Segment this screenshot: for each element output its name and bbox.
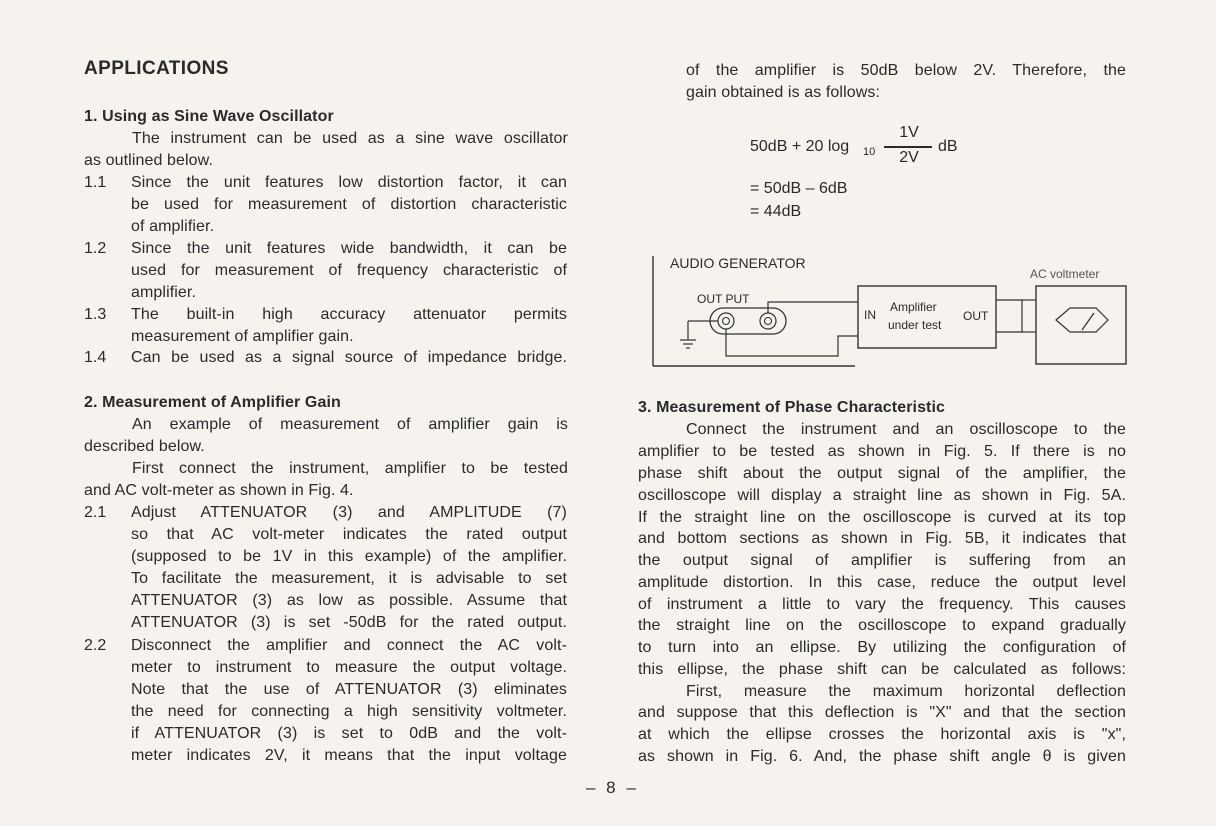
section-3-line: as shown in Fig. 6. And, the phase shift angle θ is given <box>638 748 1126 765</box>
section-2-intro-line: described below. <box>84 438 205 455</box>
item-line: ATTENUATOR (3) as low as possible. Assume that <box>131 592 567 609</box>
section-3-line: and suppose that this deflection is "X" and that the section <box>638 704 1126 721</box>
terminal-icon <box>760 313 776 329</box>
section-3-line: amplitude distortion. In this case, reduce the output level <box>638 574 1126 591</box>
item-line: Adjust ATTENUATOR (3) and AMPLITUDE (7) <box>131 504 567 521</box>
section-3-line: First, measure the maximum horizontal deflection <box>686 683 1126 700</box>
generator-label: AUDIO GENERATOR <box>670 255 806 271</box>
terminal-icon <box>718 313 734 329</box>
equation-log-base: 10 <box>863 146 876 158</box>
voltmeter-label: AC voltmeter <box>1030 267 1100 281</box>
gain-measurement-diagram <box>650 252 1130 372</box>
item-line: Can be used as a signal source of impedance bridge. <box>131 349 567 366</box>
amp-label: Amplifier <box>890 300 937 314</box>
equation-unit: dB <box>938 138 958 155</box>
section-3-line: the output signal of amplifier is suffering from an <box>638 552 1126 569</box>
item-line: Since the unit features wide bandwidth, it can be <box>131 240 567 257</box>
item-line: of amplifier. <box>131 218 215 235</box>
item-number: 2.2 <box>84 637 107 654</box>
section-3-line: to turn into an ellipse. By utilizing the configuration of <box>638 639 1126 656</box>
section-3-line: this ellipse, the phase shift can be calculated as follows: <box>638 661 1126 678</box>
section-2-intro-line: and AC volt-meter as shown in Fig. 4. <box>84 482 354 499</box>
item-line: if ATTENUATOR (3) is set to 0dB and the volt- <box>131 725 567 742</box>
output-terminal-plate <box>710 308 786 334</box>
item-line: ATTENUATOR (3) is set -50dB for the rated output. <box>131 614 567 631</box>
amp-in-label: IN <box>864 308 876 322</box>
meter-needle <box>1082 313 1094 330</box>
return-wire <box>726 329 858 356</box>
item-line: (supposed to be 1V in this example) of the amplifier. <box>131 548 567 565</box>
item-line: measurement of amplifier gain. <box>131 328 354 345</box>
item-line: The built-in high accuracy attenuator permits <box>131 306 567 323</box>
fraction-bar <box>884 146 932 148</box>
equation-step: = 44dB <box>750 203 802 220</box>
item-line: used for measurement of frequency characteristic of <box>131 262 567 279</box>
section-3-line: of instrument a little to vary the frequency. This causes <box>638 596 1126 613</box>
item-line: Note that the use of ATTENUATOR (3) eliminates <box>131 681 567 698</box>
equation-denominator: 2V <box>899 149 919 166</box>
section-2-intro-line: First connect the instrument, amplifier to be tested <box>132 460 568 477</box>
section-2-heading: 2. Measurement of Amplifier Gain <box>84 394 341 411</box>
section-3-line: amplifier to be tested as shown in Fig. 5. If there is no <box>638 443 1126 460</box>
section-3-line: the straight line on the oscilloscope to expand gradually <box>638 617 1126 634</box>
amp-out-label: OUT <box>963 309 989 323</box>
output-label: OUT PUT <box>697 292 750 306</box>
item-line: the need for connecting a high sensitivity voltmeter. <box>131 703 567 720</box>
section-3-line: If the straight line on the oscilloscope is curved at its top <box>638 509 1126 526</box>
voltmeter-box <box>1036 286 1126 364</box>
equation-numerator: 1V <box>899 124 919 141</box>
item-line: Disconnect the amplifier and connect the AC volt- <box>131 637 567 654</box>
section-3-heading: 3. Measurement of Phase Characteristic <box>638 399 946 416</box>
continued-line: of the amplifier is 50dB below 2V. Therefore, the <box>686 62 1126 79</box>
section-1-intro-line: as outlined below. <box>84 152 214 169</box>
section-3-line: Connect the instrument and an oscilloscope to the <box>686 421 1126 438</box>
section-1-intro-line: The instrument can be used as a sine wave oscillator <box>132 130 568 147</box>
page-title: APPLICATIONS <box>84 58 229 79</box>
item-line: Since the unit features low distortion factor, it can <box>131 174 567 191</box>
section-3-line: oscilloscope will display a straight line as shown in Fig. 5A. <box>638 487 1126 504</box>
section-3-line: and bottom sections as shown in Fig. 5B, it indicates that <box>638 530 1126 547</box>
item-line: so that AC volt-meter indicates the rated output <box>131 526 567 543</box>
item-number: 1.2 <box>84 240 107 257</box>
item-number: 1.4 <box>84 349 107 366</box>
section-1-heading: 1. Using as Sine Wave Oscillator <box>84 108 334 125</box>
section-3-line: at which the ellipse crosses the horizontal axis is "x", <box>638 726 1126 743</box>
page-number: – 8 – <box>586 778 639 797</box>
equation-step: = 50dB – 6dB <box>750 180 848 197</box>
equation-lhs: 50dB + 20 log <box>750 138 850 155</box>
section-3-line: phase shift about the output signal of the amplifier, the <box>638 465 1126 482</box>
item-line: To facilitate the measurement, it is advisable to set <box>131 570 567 587</box>
item-line: amplifier. <box>131 284 197 301</box>
item-number: 1.1 <box>84 174 107 191</box>
meter-dial-icon <box>1056 308 1108 332</box>
item-line: meter to instrument to measure the output voltage. <box>131 659 567 676</box>
amp-label: under test <box>888 318 942 332</box>
item-line: be used for measurement of distortion characteristic <box>131 196 567 213</box>
section-2-intro-line: An example of measurement of amplifier gain is <box>132 416 568 433</box>
item-number: 2.1 <box>84 504 107 521</box>
item-number: 1.3 <box>84 306 107 323</box>
item-line: meter indicates 2V, it means that the input voltage <box>131 747 567 764</box>
continued-line: gain obtained is as follows: <box>686 84 881 101</box>
